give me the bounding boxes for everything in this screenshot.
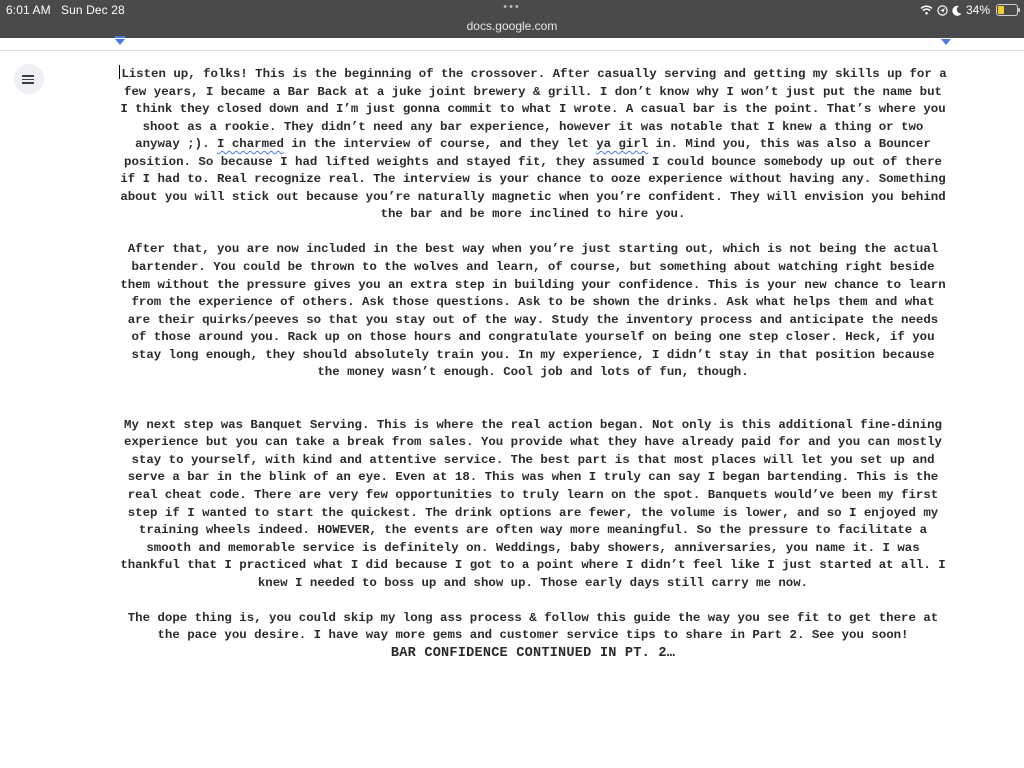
battery-icon bbox=[996, 4, 1018, 16]
paragraph-1-text-a: Listen up, folks! This is the beginning of the crossover. After casually serving and getting my skills up for a few years, I became a Bar Back at a juke joint brewery & grill. I don’t know why I won’t just put the name but I think they closed down and I’m just gonna commit to what I wrote. A casual bar is the point. That’s where you shoot as a rookie. They didn’t need any bar experience, however it was notable that I knew a thing or two anyway ;). bbox=[120, 67, 947, 152]
paragraph-1-text-e: in. Mind you, this was also a Bouncer position. So because I had lifted weights and stayed fit, they assumed I could bounce somebody up out of there if I had to. Real recognize real. The interview is your chance to ooze experience without having any. Something about you will stick out because you’re naturally magnetic when you’re confident. They will envision you behind the bar and be more inclined to hire you. bbox=[120, 137, 946, 222]
paragraph-2: After that, you are now included in the best way when you’re just starting out, which is not being the actual bartender. You could be thrown to the wolves and learn, of course, but something about watching right beside them without the pressure gives you an extra step in building your confidence. This is your new chance to learn from the experience of others. Ask those questions. Ask to be shown the drinks. Ask what helps them and what are their quirks/peeves so that you stay out of the way. Study the inventory process and anticipate the needs of those around you. Rack up on those hours and congratulate yourself on being one step closer. Heck, if you stay long enough, they should absolutely train you. In my experience, I didn’t stay in that position because the money wasn’t enough. Cool job and lots of fun, though. bbox=[120, 242, 946, 380]
outline-button[interactable] bbox=[14, 64, 44, 94]
right-indent-marker-icon[interactable] bbox=[941, 39, 951, 45]
closing-heading: BAR CONFIDENCE CONTINUED IN PT. 2… bbox=[390, 645, 676, 661]
location-icon bbox=[937, 5, 948, 16]
status-date: Sun Dec 28 bbox=[61, 3, 125, 17]
battery-percent: 34% bbox=[965, 3, 990, 17]
wifi-icon bbox=[920, 5, 933, 15]
document-body[interactable] bbox=[117, 65, 949, 663]
paragraph-4: The dope thing is, you could skip my long ass process & follow this guide the way you see fit to get there at the pace you desire. I have way more gems and customer service tips to share in Part 2. See you soon! bbox=[127, 610, 939, 643]
moon-icon bbox=[952, 5, 962, 16]
paragraph-1-text-c: in the interview of course, and they let bbox=[283, 137, 597, 152]
spellcheck-flag[interactable]: I charmed bbox=[216, 137, 284, 152]
status-time: 6:01 AM bbox=[6, 3, 51, 17]
multitasking-dots[interactable]: ••• bbox=[503, 1, 521, 13]
paragraph-1 bbox=[117, 65, 949, 224]
status-icons bbox=[920, 3, 1018, 17]
left-indent-marker-icon[interactable] bbox=[115, 39, 125, 45]
status-bar bbox=[0, 0, 1024, 38]
paragraph-3: My next step was Banquet Serving. This is where the real action began. Not only is this additional fine-dining experience but you can take a break from sales. You provide what they have already paid for and you can mostly stay to yourself, with kind and attentive service. The best part is that most places will let you set up and serve a bar in the blink of an eye. Even at 18. This was when I truly can say I began bartending. This is the real cheat code. There are very few opportunities to truly learn on the spot. Banquets would’ve been my first step if I wanted to start the quickest. The drink options are fewer, the volume is lower, and so I enjoyed my training wheels indeed. HOWEVER, the events are often way more meaningful. So the pressure to facilitate a smooth and memorable service is definitely on. Weddings, baby showers, anniversaries, you name it. I was thankful that I practiced what I did because I got to a point where I didn’t feel like I just started at all. I knew I needed to boss up and show up. Those early days still carry me now. bbox=[120, 417, 946, 590]
spellcheck-flag[interactable]: ya girl bbox=[596, 137, 649, 152]
address-bar-url[interactable]: docs.google.com bbox=[466, 19, 558, 33]
document-ruler bbox=[0, 38, 1024, 51]
